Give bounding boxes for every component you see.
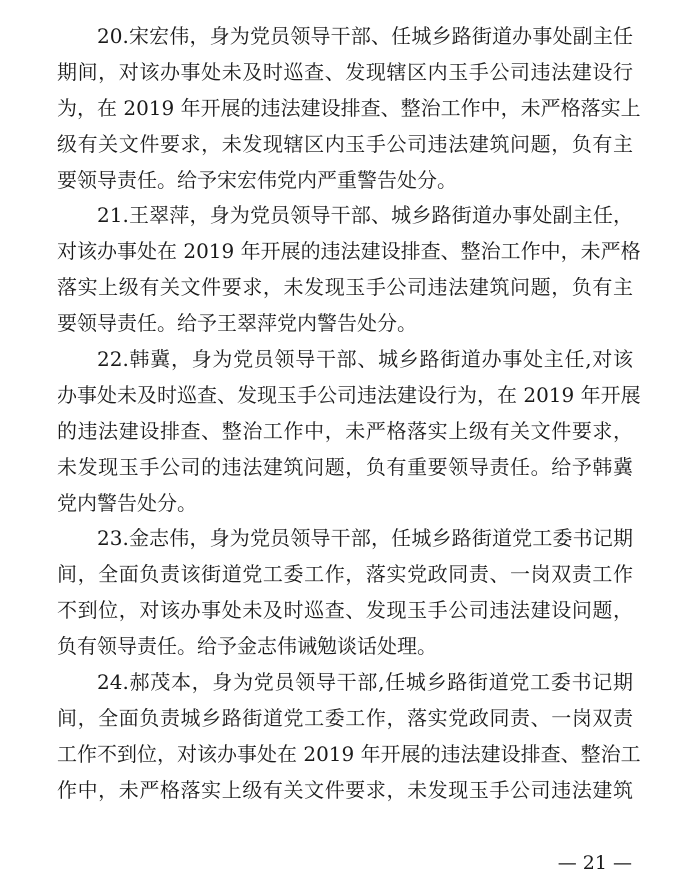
text-line: 未发现玉手公司的违法建筑问题，负有重要领导责任。给予韩冀 xyxy=(57,454,633,479)
text-line: 要领导责任。给予宋宏伟党内严重警告处分。 xyxy=(57,167,457,192)
text-line: 间，全面负责城乡路街道党工委工作，落实党政同责、一岗双责 xyxy=(57,705,633,730)
text-line: 落实上级有关文件要求，未发现玉手公司违法建筑问题，负有主 xyxy=(57,275,633,300)
paragraph xyxy=(57,521,633,665)
text-line: 24.郝茂本，身为党员领导干部,任城乡路街道党工委书记期 xyxy=(97,670,633,695)
text-line: 间，全面负责该街道党工委工作，落实党政同责、一岗双责工作 xyxy=(57,562,633,587)
paragraph xyxy=(57,19,641,198)
text-line: 23.金志伟，身为党员领导干部，任城乡路街道党工委书记期 xyxy=(97,526,633,551)
text-line: 级有关文件要求，未发现辖区内玉手公司违法建筑问题，负有主 xyxy=(57,131,633,156)
text-line: 工作不到位，对该办事处在 2019 年开展的违法建设排查、整治工 xyxy=(57,741,641,766)
text-line: 要领导责任。给予王翠萍党内警告处分。 xyxy=(57,311,417,336)
text-line: 21.王翠萍，身为党员领导干部、城乡路街道办事处副主任， xyxy=(97,203,633,228)
text-line: 党内警告处分。 xyxy=(57,490,197,515)
paragraph xyxy=(57,342,641,521)
text-line: 对该办事处在 2019 年开展的违法建设排查、整治工作中，未严格 xyxy=(57,239,641,264)
text-line: 负有领导责任。给予金志伟诫勉谈话处理。 xyxy=(57,634,437,659)
text-line: 20.宋宏伟，身为党员领导干部、任城乡路街道办事处副主任 xyxy=(97,24,633,48)
text-line: 为，在 2019 年开展的违法建设排查、整治工作中，未严格落实上 xyxy=(57,95,641,120)
paragraph xyxy=(57,665,641,809)
paragraph xyxy=(57,198,641,342)
document-body xyxy=(57,19,641,809)
page-number: — 21 — xyxy=(557,852,632,874)
text-line: 的违法建设排查、整治工作中，未严格落实上级有关文件要求， xyxy=(57,418,633,443)
text-line: 不到位，对该办事处未及时巡查、发现玉手公司违法建设问题， xyxy=(57,598,633,623)
text-line: 期间，对该办事处未及时巡查、发现辖区内玉手公司违法建设行 xyxy=(57,59,633,84)
text-line: 22.韩冀，身为党员领导干部、城乡路街道办事处主任,对该 xyxy=(97,347,633,372)
text-line: 作中，未严格落实上级有关文件要求，未发现玉手公司违法建筑 xyxy=(57,777,633,802)
text-line: 办事处未及时巡查、发现玉手公司违法建设行为，在 2019 年开展 xyxy=(57,382,641,407)
